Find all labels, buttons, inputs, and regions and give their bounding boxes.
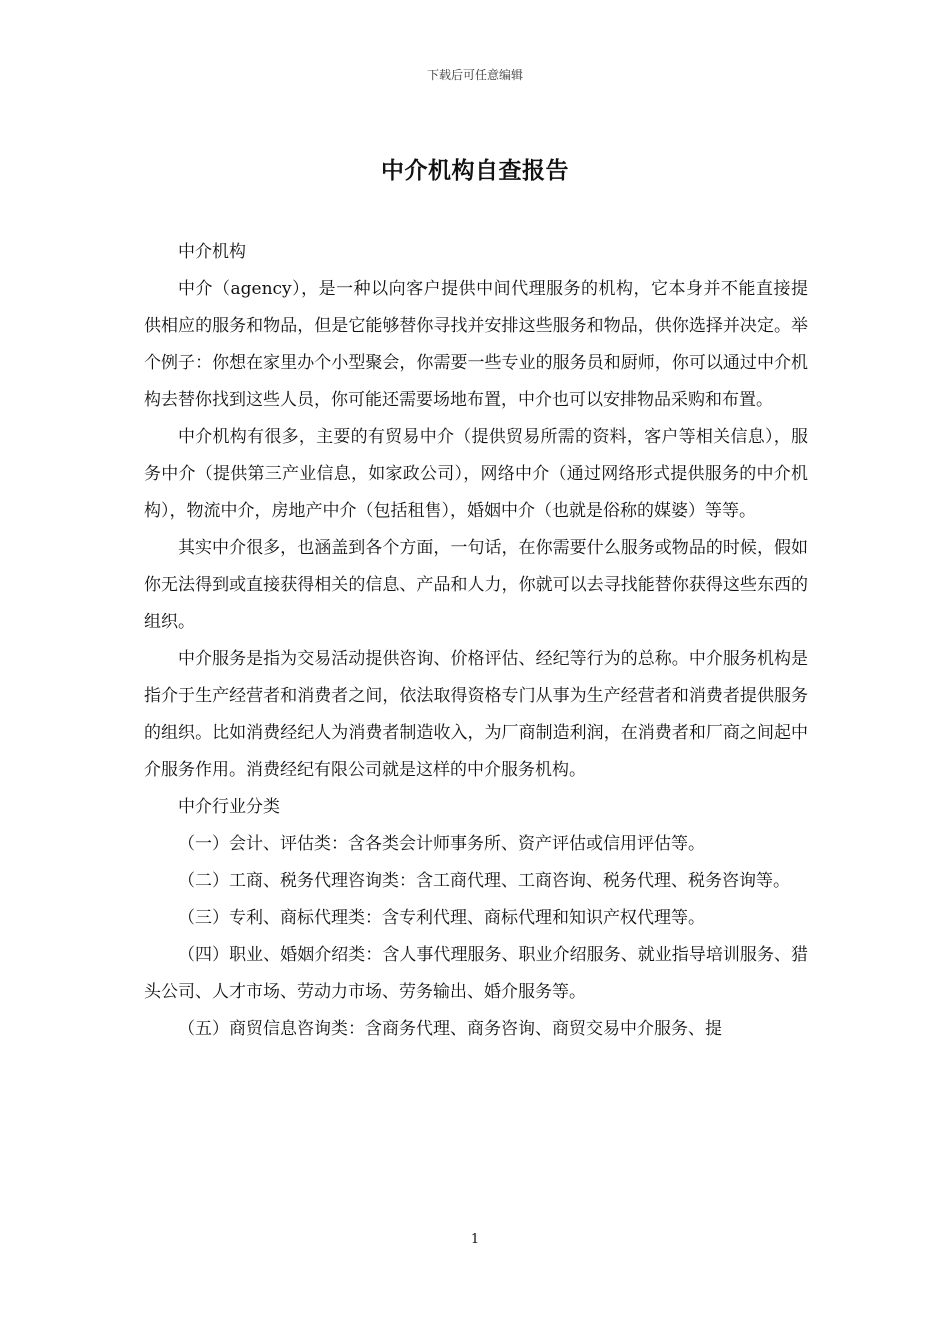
paragraph-agency-types: 中介机构有很多，主要的有贸易中介（提供贸易所需的资料，客户等相关信息），服务中介（提供第三产业信息，如家政公司），网络中介（通过网络形式提供服务的中介机构），物流中介，房地产中介（包括租售），婚姻中介（也就是俗称的媒婆）等等。 <box>144 427 808 521</box>
category-item-2: （二）工商、税务代理咨询类：含工商代理、工商咨询、税务代理、税务咨询等。 <box>178 871 790 891</box>
category-item-4: （四）职业、婚姻介绍类：含人事代理服务、职业介绍服务、就业指导培训服务、猎头公司、人才市场、劳动力市场、劳务输出、婚介服务等。 <box>144 945 808 1002</box>
page-number: 1 <box>470 1232 480 1247</box>
page-header-note: 下载后可任意编辑 <box>426 68 523 82</box>
category-item-3: （三）专利、商标代理类：含专利代理、商标代理和知识产权代理等。 <box>178 908 705 928</box>
paragraph-coverage: 其实中介很多，也涵盖到各个方面，一句话，在你需要什么服务或物品的时候，假如你无法得到或直接获得相关的信息、产品和人力，你就可以去寻找能替你获得这些东西的组织。 <box>144 538 808 632</box>
category-item-5: （五）商贸信息咨询类：含商务代理、商务咨询、商贸交易中介服务、提 <box>178 1019 722 1039</box>
document-title: 中介机构自查报告 <box>381 158 569 184</box>
section-heading-industry-categories: 中介行业分类 <box>178 797 280 817</box>
section-heading-intermediary-agency: 中介机构 <box>178 242 246 262</box>
document-body <box>144 234 808 1048</box>
paragraph-service-definition: 中介服务是指为交易活动提供咨询、价格评估、经纪等行为的总称。中介服务机构是指介于生产经营者和消费者之间，依法取得资格专门从事为生产经营者和消费者提供服务的组织。比如消费经纪人为消费者制造收入，为厂商制造利润，在消费者和厂商之间起中介服务作用。消费经纪有限公司就是这样的中介服务机构。 <box>144 649 808 780</box>
category-item-1: （一）会计、评估类：含各类会计师事务所、资产评估或信用评估等。 <box>178 834 705 854</box>
paragraph-definition: 中介（agency），是一种以向客户提供中间代理服务的机构，它本身并不能直接提供相应的服务和物品，但是它能够替你寻找并安排这些服务和物品，供你选择并决定。举个例子：你想在家里办个小型聚会，你需要一些专业的服务员和厨师，你可以通过中介机构去替你找到这些人员，你可能还需要场地布置，中介也可以安排物品采购和布置。 <box>144 279 808 410</box>
